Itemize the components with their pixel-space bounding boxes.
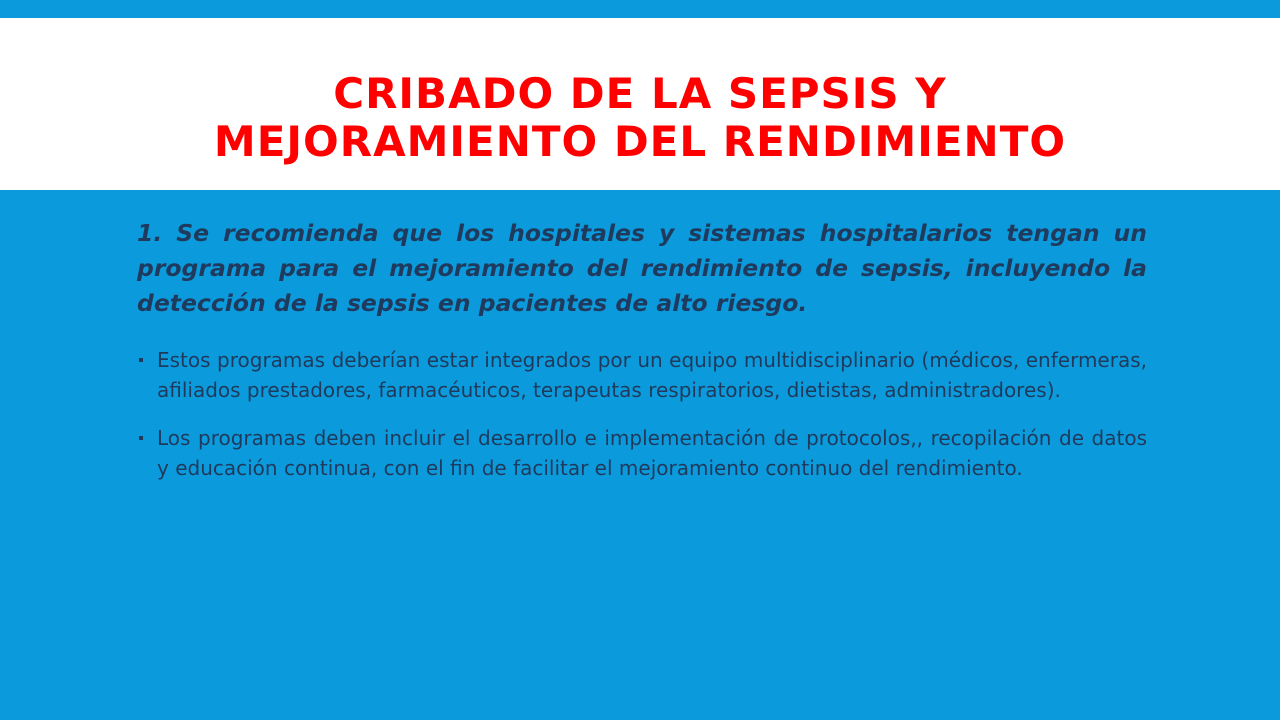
slide-title	[40, 70, 1240, 166]
bullet-item-protocols	[137, 423, 1147, 483]
recommendation-text: 1. Se recomienda que los hospitales y sistemas hospitalarios tengan un programa para el mejoramiento del rendimiento de sepsis, incluyendo la detección de la sepsis en pacientes de alto riesgo.	[137, 219, 1147, 317]
bullet-list	[137, 345, 1147, 483]
title-band	[0, 18, 1280, 190]
bullet-text: Estos programas deberían estar integrados por un equipo multidisciplinario (médicos, enfermeras, afiliados prestadores, farmacéuticos, terapeutas respiratorios, dietistas, administradores).	[157, 348, 1147, 402]
bullet-marker-icon	[139, 358, 143, 362]
bullet-marker-icon	[139, 436, 143, 440]
slide-body	[137, 216, 1147, 501]
bullet-item-team	[137, 345, 1147, 405]
slide-title-line-2: MEJORAMIENTO DEL RENDIMIENTO	[213, 117, 1067, 166]
slide-title-line-1: CRIBADO DE LA SEPSIS Y	[333, 69, 947, 118]
bullet-text: Los programas deben incluir el desarrollo e implementación de protocolos,, recopilación de datos y educación continua, con el fin de facilitar el mejoramiento continuo del rendimiento.	[157, 426, 1147, 480]
